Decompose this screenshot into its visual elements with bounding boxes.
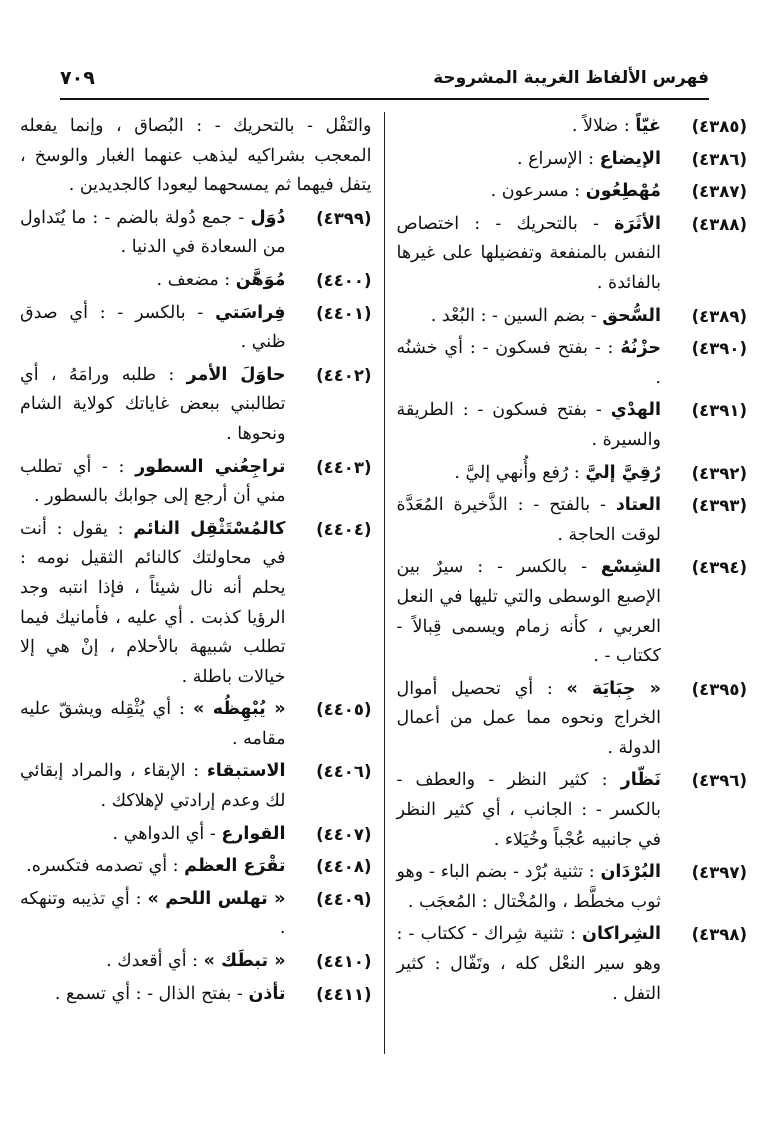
entry-body [20, 852, 286, 882]
entry-headword: « جِبَايَة » [566, 678, 661, 699]
entry-headword: السُّحق [602, 305, 661, 326]
entry-body [397, 177, 662, 207]
entry-body [20, 266, 286, 296]
entry-headword: الهدْي [610, 400, 661, 421]
entry-number: (٤٤١١) [316, 984, 372, 1004]
entry-definition: : ضلالاً . [571, 116, 630, 136]
glossary-entry [397, 766, 748, 855]
glossary-entry [20, 266, 372, 296]
entry-headword: « تهلس اللحم » [147, 888, 286, 909]
entry-headword: كالمُسْتَثْقِل النائم [133, 518, 286, 539]
page-header [60, 58, 709, 100]
entry-number: (٤٣٨٨) [691, 214, 747, 234]
entry-definition: : رُفع وأُنهي إليَّ . [454, 462, 580, 483]
entry-body [20, 361, 286, 450]
entry-number: (٤٤٠٧) [316, 824, 372, 844]
entry-definition: - بالكسر - : سيرٌ بين الإصبع الوسطى والتي تليها في النعل العربي ، كأنه زمام ويسمى قِبالاً - ككتاب - . [396, 557, 661, 667]
entry-definition: - بفتح الذال - : أي تسمع . [54, 983, 243, 1004]
entry-definition: : أي تصدمه فتكسره. [26, 856, 179, 877]
entry-headword: رُقِيَّ إليَّ [585, 462, 661, 483]
entry-definition: : مضعف . [156, 269, 231, 290]
entry-body [397, 858, 662, 917]
glossary-entry [20, 453, 372, 512]
glossary-entry [397, 920, 748, 1009]
glossary-entry [20, 947, 372, 977]
entry-body [397, 396, 662, 455]
glossary-entry [397, 858, 748, 917]
entry-body [397, 145, 662, 175]
entry-body [20, 947, 286, 977]
page-number: ٧٠٩ [60, 67, 95, 89]
entry-definition: : مسرعون . [490, 181, 581, 202]
entry-headword: دُوَل [250, 207, 286, 228]
glossary-entry [20, 757, 372, 816]
entry-definition: - بالتحريك - : اختصاص النفس بالمنفعة وتفضيلها على غيرها بالفائدة . [396, 213, 661, 293]
glossary-entry [397, 145, 748, 175]
entry-number: (٤٣٨٧) [691, 182, 747, 202]
glossary-entry [397, 491, 748, 550]
glossary-entry [20, 820, 372, 850]
entry-headword: العتاد [615, 495, 661, 516]
right-column [384, 112, 748, 1054]
entry-number: (٤٤٠٤) [316, 519, 372, 539]
left-column [20, 112, 384, 1054]
glossary-entry [397, 177, 748, 207]
entry-body [397, 302, 662, 332]
entry-body [20, 515, 286, 693]
entry-headword: مُهْطِعُون [585, 181, 661, 202]
entry-headword: الإيضاع [599, 148, 661, 169]
entry-headword: الشِسْع [600, 557, 661, 578]
entry-definition: - بالكسر - : أي صدق ظني . [20, 302, 286, 353]
entry-number: (٤٣٨٦) [691, 149, 747, 169]
entry-number: (٤٤٠٨) [316, 857, 372, 877]
entry-body [20, 757, 286, 816]
glossary-entry [397, 112, 748, 142]
entry-body [397, 675, 662, 764]
entry-number: (٤٤٠٢) [316, 365, 372, 385]
glossary-entry [397, 210, 748, 299]
entry-definition: : الإبقاء ، والمراد إبقائي لك وعدم إرادتي لإهلاكك . [20, 761, 286, 812]
entry-number: (٤٤٠٦) [316, 762, 372, 782]
glossary-entry [20, 885, 372, 944]
entry-number: (٤٣٩٠) [691, 339, 747, 359]
entry-definition: : أي أقعدك . [106, 951, 199, 972]
entry-headword: البُرْدَان [600, 862, 661, 883]
entry-number: (٤٤٠٥) [316, 700, 372, 720]
entry-definition: : أي تذيبه وتنهكه . [20, 888, 286, 939]
entry-body [20, 885, 286, 944]
glossary-entry [20, 695, 372, 754]
entry-headword: حاوَلَ الأمر [186, 364, 286, 385]
entry-body [20, 204, 286, 263]
entry-headword: الشِراكان [582, 924, 661, 945]
entry-definition: : تثنية بُرْد - بضم الباء - وهو ثوب مخطَّط ، والمُخْتال : المُعجَب . [396, 862, 661, 912]
entry-number: (٤٣٨٥) [691, 117, 747, 136]
entry-number: (٤٣٩٤) [691, 558, 747, 578]
entry-number: (٤٤٠٩) [316, 889, 372, 909]
entry-definition: : أي تحصيل أموال الخراج ونحوه مما عمل من أعمال الدولة . [396, 678, 661, 758]
glossary-columns [20, 112, 747, 1054]
entry-body [20, 453, 286, 512]
entry-body [397, 210, 662, 299]
glossary-entry [397, 302, 748, 332]
entry-body [397, 920, 662, 1009]
entry-body [397, 491, 662, 550]
glossary-entry [397, 553, 748, 671]
glossary-entry [20, 852, 372, 882]
entry-headword: تراجِعُني السطور [135, 456, 286, 477]
entry-headword: القوارع [221, 823, 286, 844]
entry-definition: : أي يُثْقِله ويشقّ عليه مقامه . [20, 699, 286, 749]
entry-headword: حزْنُهُ [620, 338, 661, 359]
entry-body [397, 334, 662, 393]
entry-number: (٤٣٩٣) [691, 496, 747, 516]
entry-definition: : - بفتح فسكون - : أي خشنُه . [396, 338, 661, 388]
entry-definition: : كثير النظر - والعطف - بالكسر - : الجانب ، أي كثير النظر في جانبيه عُجْباً وخُيَلاء . [396, 770, 661, 850]
glossary-entry [397, 459, 748, 489]
entry-headword: « يُبْهِظُه » [192, 699, 286, 720]
glossary-entry [397, 675, 748, 764]
entry-number: (٤٤٠١) [316, 303, 372, 323]
glossary-entry [20, 299, 372, 358]
glossary-entry [20, 515, 372, 693]
entry-headword: الاستبقاء [206, 761, 286, 782]
entry-headword: الأثَرَة [614, 213, 661, 234]
entry-headword: « تبطَك » [203, 951, 286, 972]
entry-body [20, 980, 286, 1010]
entry-definition: : طلبه ورامَهُ ، أي تطالبني ببعض غاياتك كولاية الشام ونحوها . [20, 364, 286, 444]
entry-number: (٤٣٩١) [691, 401, 747, 421]
continuation-text: والتَفْل - بالتحريك - : البُصاق ، وإنما يفعله المعجب بشراكيه ليذهب عنهما الغبار والوسخ ، يتفل فيهما ثم يمسحهما ليعودا كالجديدين . [20, 116, 372, 196]
entry-number: (٤٣٩٧) [691, 863, 747, 883]
entry-number: (٤٣٩٥) [691, 679, 747, 699]
entry-definition: - بضم السين - : البُعْد . [430, 305, 597, 326]
glossary-entry [397, 334, 748, 393]
entry-definition: : يقول : أنت في محاولتك كالنائم الثقيل نومه : يحلم أنه نال شيئاً ، فإذا انتبه وجد الرؤيا كذبت . أي عليه ، فأمانيك فيما تطلب شبيهة بالأحلام ، إنْ هي إلا خيالات باطلة . [20, 518, 286, 687]
entry-number: (٤٤١٠) [316, 952, 372, 972]
entry-number: (٤٤٠٠) [316, 270, 372, 290]
entry-headword: فِراسَتي [215, 302, 286, 323]
entry-body [397, 766, 662, 855]
entry-definition: : الإسراع . [516, 148, 595, 169]
entry-body [20, 695, 286, 754]
entry-definition: - أي الدواهي . [112, 823, 216, 844]
entry-number: (٤٣٩٩) [316, 208, 372, 228]
entry-number: (٤٤٠٣) [316, 457, 372, 477]
running-title: فهرس الألفاظ الغريبة المشروحة [433, 68, 709, 88]
entry-definition: : تثنية شِراك - ككتاب - : وهو سير النعْل كله ، وتَفّال : كثير التفل . [396, 924, 661, 1004]
entry-headword: مُوَهَّن [235, 269, 286, 290]
entry-headword: نَظّار [620, 770, 661, 791]
entry-definition: - بفتح فسكون - : الطريقة والسيرة . [396, 400, 661, 450]
entry-definition: - جمع دُولة بالضم - : ما يُتَداول من السعادة في الدنيا . [20, 207, 286, 258]
entry-body [20, 299, 286, 358]
entry-headword: غيّاً [635, 116, 661, 136]
entry-number: (٤٣٨٩) [691, 306, 747, 326]
glossary-entry [20, 980, 372, 1010]
entry-number: (٤٣٩٢) [691, 463, 747, 483]
entry-definition: : - أي تطلب مني أن أرجع إلى جوابك بالسطور . [20, 456, 286, 507]
entry-body [397, 553, 662, 671]
entry-headword: تأذن [248, 983, 286, 1004]
glossary-entry [20, 361, 372, 450]
entry-number: (٤٣٩٦) [691, 771, 747, 791]
entry-definition: - بالفتح - : الذَّخيرة المُعَدَّة لوقت الحاجة . [396, 495, 661, 545]
entry-body [397, 459, 662, 489]
entry-number: (٤٣٩٨) [691, 925, 747, 945]
glossary-entry [397, 396, 748, 455]
entry-body [397, 112, 662, 142]
glossary-entry [20, 204, 372, 263]
entry-headword: تقْرَع العظم [184, 856, 286, 877]
entry-body [20, 820, 286, 850]
